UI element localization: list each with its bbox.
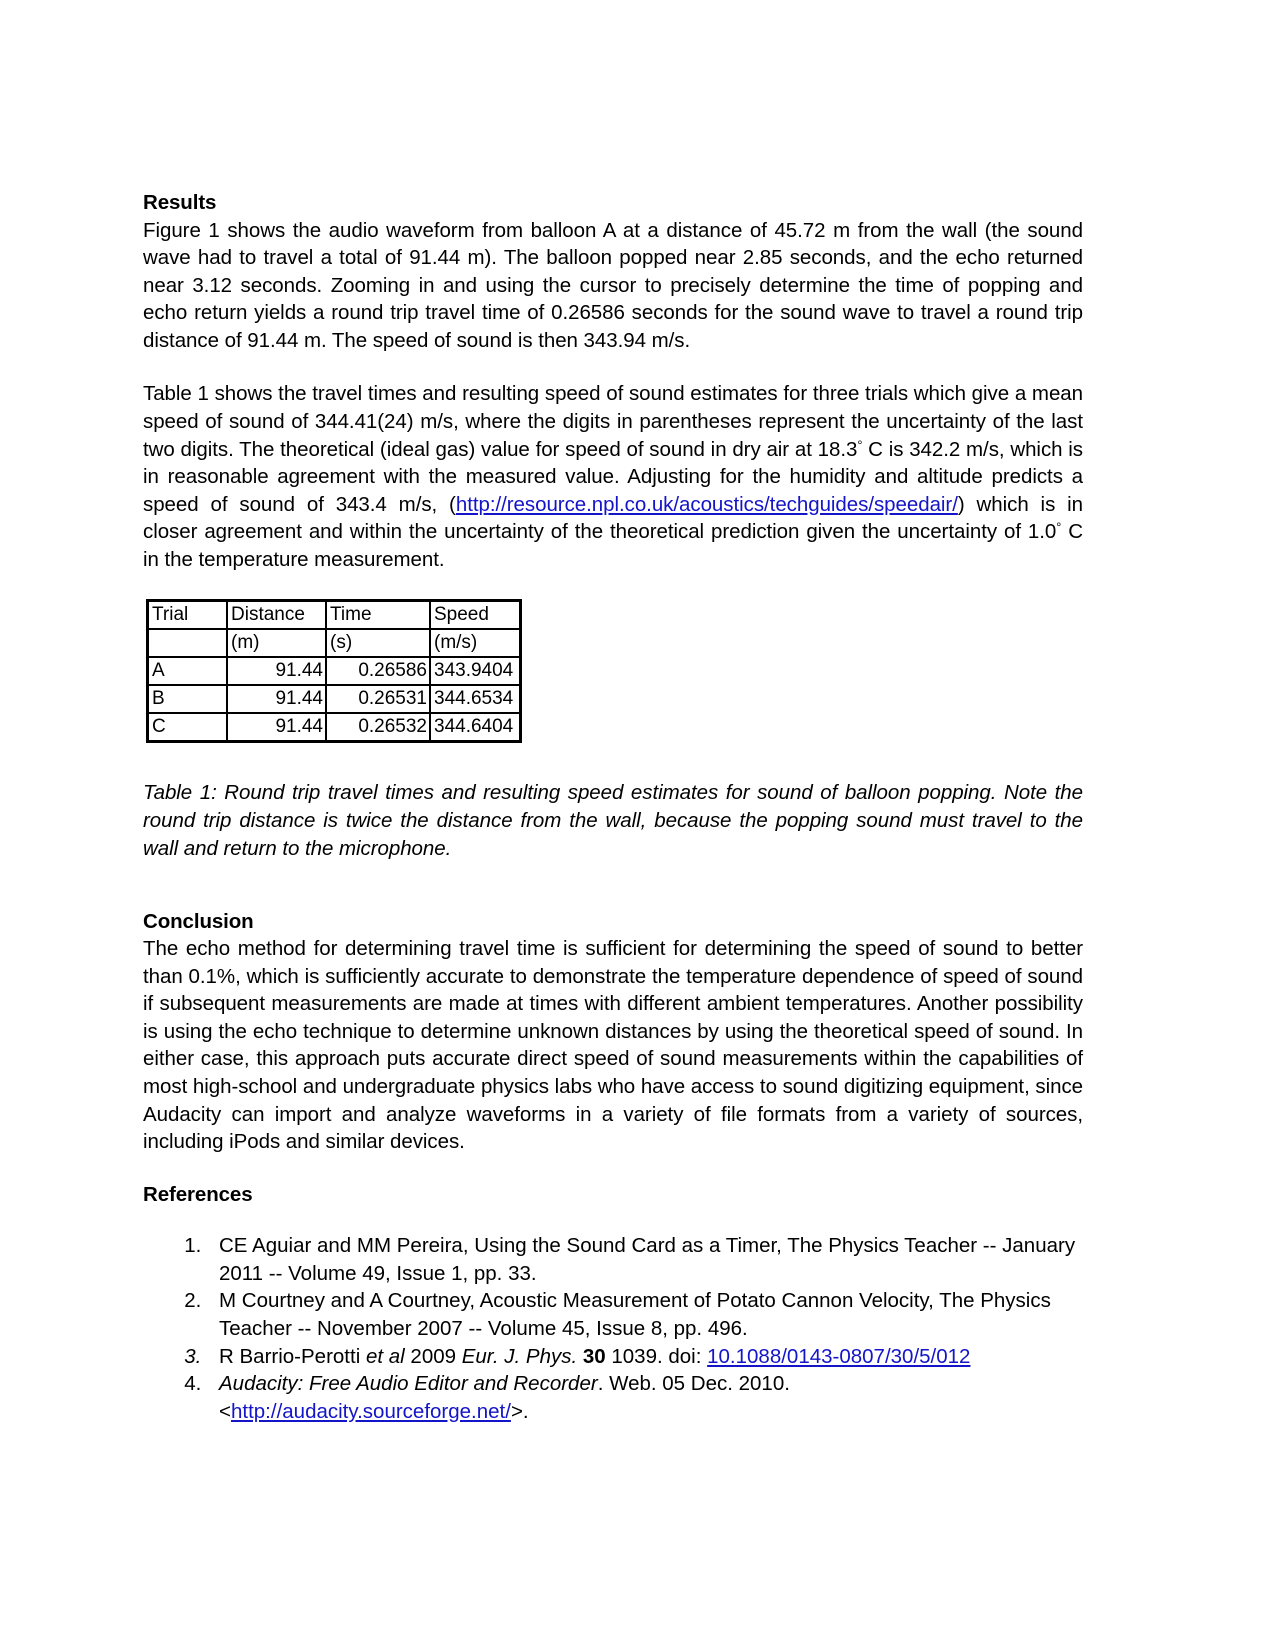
results-paragraph-2-part-b: C is 342.2 m/s, which is in reasonable agreement with the measured value. Adjusting for the humidity and altitude predicts a speed of sound of 343.4 m/s, ( xyxy=(143,437,1083,516)
audacity-link[interactable]: http://audacity.sourceforge.net/ xyxy=(230,1399,511,1423)
reference-3-part-f: 1039. doi: xyxy=(605,1344,708,1368)
table-header-unit-time: (s) xyxy=(326,629,430,657)
reference-text: M Courtney and A Courtney, Acoustic Measurement of Potato Cannon Velocity, The Physics Teacher -- November 2007 -- Volume 45, Issue 8, pp. 496. xyxy=(219,1289,1051,1341)
references-list xyxy=(143,1232,1083,1425)
degree-symbol-2: ° xyxy=(1056,519,1062,535)
table-header-row-1 xyxy=(148,601,521,630)
reference-4-title: Audacity: Free Audio Editor and Recorder xyxy=(219,1372,598,1396)
results-paragraph-2-part-c: ) which is in closer agreement and within the uncertainty of the theoretical prediction given the uncertainty of 1.0 xyxy=(143,492,1084,544)
results-paragraph-1-text: Figure 1 shows the audio waveform from balloon A at a distance of 45.72 m from the wall (the sound wave had to travel a total of 91.44 m). The balloon popped near 2.85 seconds, and the echo returned near 3.12 seconds. Zooming in and using the cursor to precisely determine the time of popping and echo return yields a round trip travel time of 0.26586 seconds for the sound wave to travel a round trip distance of 91.44 m. The speed of sound is then 343.94 m/s. xyxy=(143,218,1083,352)
table-header-row-2 xyxy=(148,629,521,657)
table-header-unit-trial xyxy=(148,629,228,657)
reference-text xyxy=(219,1372,790,1423)
results-paragraph-2-part-a: Table 1 shows the travel times and resulting speed of sound estimates for three trials which give a mean speed of sound of 344.41(24) m/s, where the digits in parentheses represent the uncertainty of the last two digits. The theoretical (ideal gas) value for speed of sound in dry air at 18.3 xyxy=(143,382,1083,461)
degree-symbol-1: ° xyxy=(857,436,863,452)
reference-3-journal: Eur. J. Phys. xyxy=(461,1344,578,1368)
table-row xyxy=(148,685,521,713)
results-paragraph-2-part-d: C in the temperature measurement. xyxy=(143,520,1083,571)
table-cell-distance: 91.44 xyxy=(227,657,326,685)
references-heading: References xyxy=(143,1182,253,1206)
reference-text xyxy=(219,1345,970,1368)
table-cell-trial: B xyxy=(148,685,228,713)
reference-text: CE Aguiar and MM Pereira, Using the Sound Card as a Timer, The Physics Teacher -- January 2011 -- Volume 49, Issue 1, pp. 33. xyxy=(219,1234,1076,1285)
reference-item-4 xyxy=(207,1370,1083,1425)
table-header-unit-distance: (m) xyxy=(227,629,326,657)
results-heading: Results xyxy=(143,191,217,214)
conclusion-heading: Conclusion xyxy=(143,909,254,933)
paragraph-spacer xyxy=(143,354,1083,380)
table-cell-time: 0.26586 xyxy=(326,657,430,685)
table-cell-trial: C xyxy=(148,713,228,742)
results-paragraph-2 xyxy=(143,380,1083,573)
paragraph-spacer xyxy=(143,1156,1083,1182)
table-cell-distance: 91.44 xyxy=(227,685,326,713)
table-header-unit-speed: (m/s) xyxy=(430,629,521,657)
table-cell-distance: 91.44 xyxy=(227,713,326,742)
npl-speedair-link[interactable]: http://resource.npl.co.uk/acoustics/techguides/speedair/ xyxy=(455,492,958,516)
reference-4-part-b: . Web. 05 Dec. 2010. xyxy=(597,1372,790,1396)
reference-3-volume: 30 xyxy=(577,1344,606,1368)
reference-3-et-al: et al xyxy=(365,1344,405,1368)
doi-link[interactable]: 10.1088/0143-0807/30/5/012 xyxy=(707,1344,971,1368)
table-header-trial: Trial xyxy=(148,601,228,630)
table-header-speed: Speed xyxy=(430,601,521,630)
table-header-distance: Distance xyxy=(227,601,326,630)
table-cell-time: 0.26532 xyxy=(326,713,430,742)
table-row xyxy=(148,713,521,742)
table-cell-trial: A xyxy=(148,657,228,685)
reference-3-part-a: R Barrio-Perotti xyxy=(219,1344,366,1368)
conclusion-paragraph: The echo method for determining travel time is sufficient for determining the speed of sound to better than 0.1%, which is sufficiently accurate to demonstrate the temperature dependence of speed of sound if subsequent measurements are made at times with different ambient temperatures. Another possibility is using the echo technique to determine unknown distances by using the theoretical speed of sound. In either case, this approach puts accurate direct speed of sound measurements within the capabilities of most high-school and undergraduate physics labs who have access to sound digitizing equipment, since Audacity can import and analyze waveforms in a variety of file formats from a variety of sources, including iPods and similar devices. xyxy=(143,937,1083,1154)
table-cell-speed: 344.6404 xyxy=(430,713,521,742)
reference-4-prefix: < xyxy=(219,1399,231,1423)
results-table-wrapper xyxy=(146,599,1083,743)
table-cell-speed: 343.9404 xyxy=(430,657,521,685)
table-cell-speed: 344.6534 xyxy=(430,685,521,713)
reference-4-suffix: >. xyxy=(510,1399,529,1423)
table-header-time: Time xyxy=(326,601,430,630)
results-paragraph-1 xyxy=(143,217,1083,355)
results-table xyxy=(146,599,522,743)
document-content xyxy=(143,190,1083,1425)
reference-3-part-c: 2009 xyxy=(404,1344,462,1368)
reference-item-1 xyxy=(207,1232,1083,1287)
paragraph-spacer xyxy=(143,883,1083,909)
table-row xyxy=(148,657,521,685)
table-caption: Table 1: Round trip travel times and resulting speed estimates for sound of balloon popping. Note the round trip distance is twice the distance from the wall, because the popping sound must travel to the wall and return to the microphone. xyxy=(143,781,1083,860)
table-cell-time: 0.26531 xyxy=(326,685,430,713)
reference-item-3 xyxy=(207,1343,1083,1371)
reference-item-2 xyxy=(207,1287,1083,1342)
